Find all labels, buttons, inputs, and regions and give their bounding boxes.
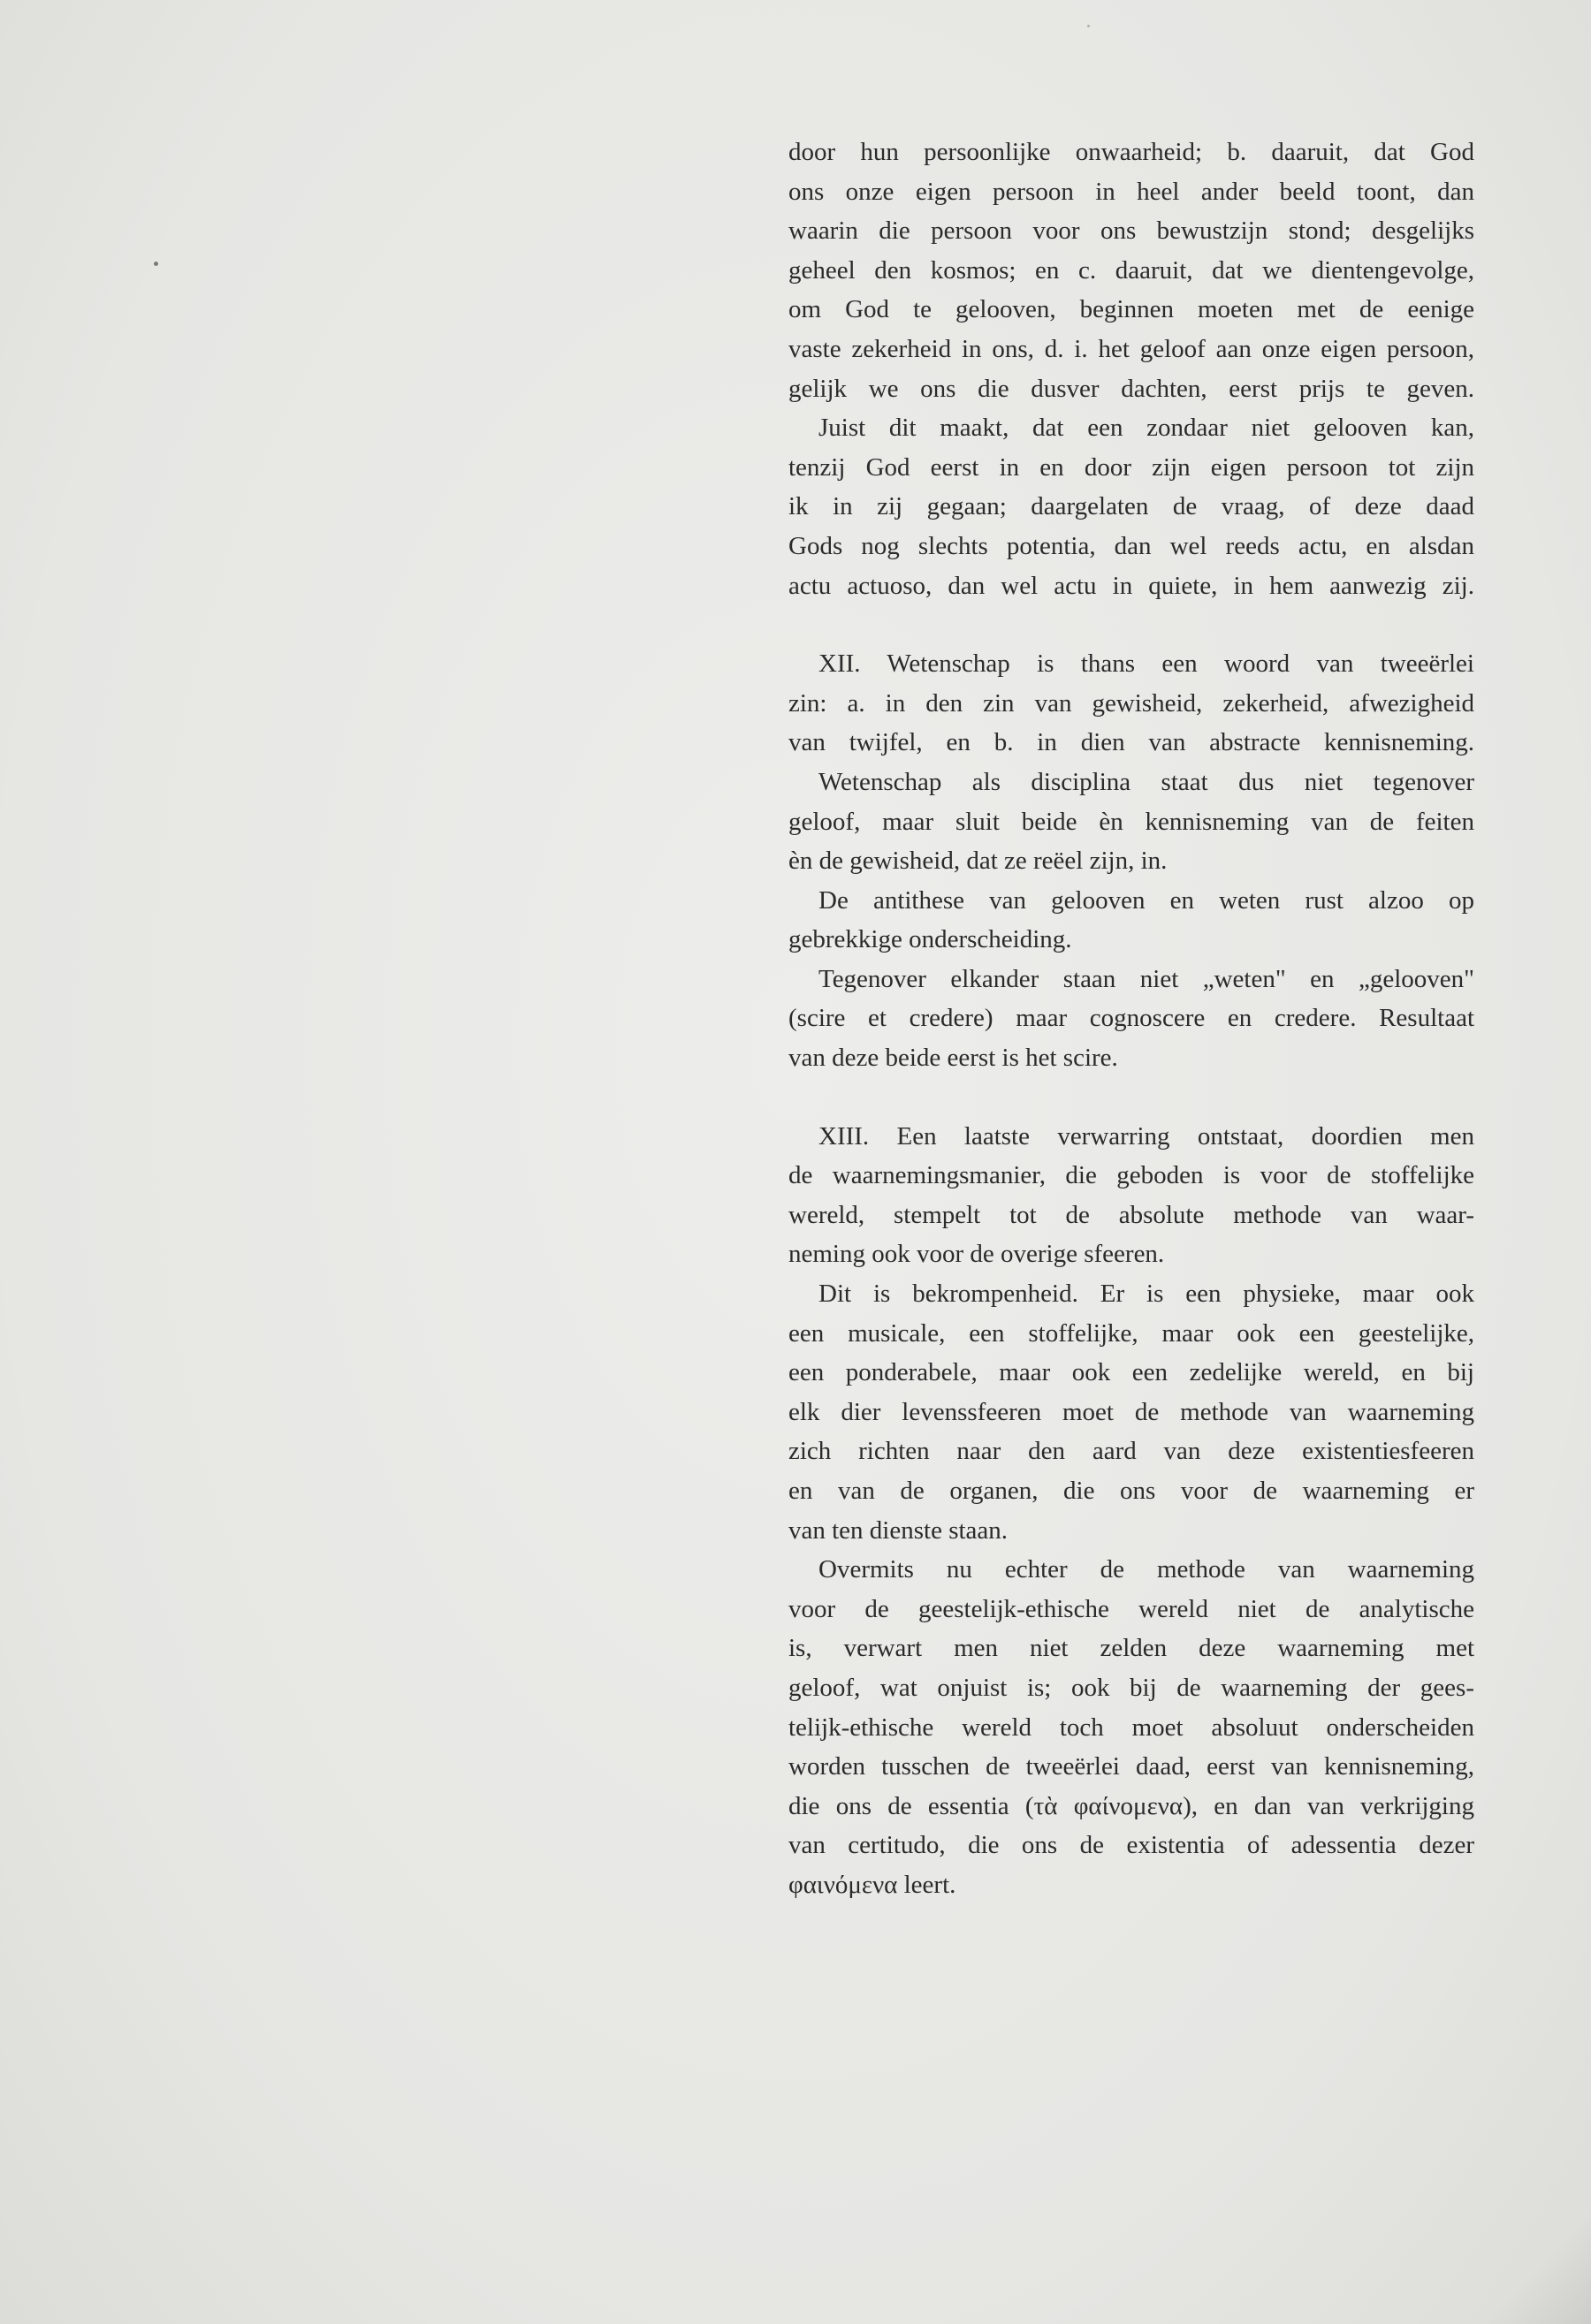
paragraph bbox=[788, 408, 1474, 605]
section-heading-line: XII. Wetenschap is thans een woord van tweeërlei bbox=[818, 649, 1474, 679]
text-line: Gods nog slechts potentia, dan wel reeds actu, en alsdan bbox=[788, 531, 1474, 560]
text-line: Tegenover elkander staan niet „weten" en „gelooven" bbox=[818, 964, 1474, 993]
text-line: van ten dienste staan. bbox=[788, 1515, 1009, 1545]
section-gap bbox=[788, 605, 1474, 644]
text-line: zin: a. in den zin van gewisheid, zekerheid, afwezigheid bbox=[788, 688, 1474, 718]
paragraph bbox=[788, 644, 1474, 763]
text-line: Dit is bekrompenheid. Er is een physieke, maar ook bbox=[818, 1280, 1474, 1309]
text-line: (scire et credere) maar cognoscere en credere. Resultaat bbox=[788, 1004, 1474, 1033]
text-line: zich richten naar den aard van deze existentiesfeeren bbox=[788, 1437, 1474, 1466]
text-line: neming ook voor de overige sfeeren. bbox=[788, 1240, 1165, 1269]
text-line: waarin die persoon voor ons bewustzijn stond; desgelijks bbox=[788, 216, 1474, 246]
paragraph bbox=[788, 960, 1474, 1078]
text-line: Juist dit maakt, dat een zondaar niet gelooven kan, bbox=[818, 414, 1474, 443]
body-text bbox=[788, 133, 1474, 1905]
text-line: een musicale, een stoffelijke, maar ook een geestelijke, bbox=[788, 1318, 1474, 1348]
section-heading-line: XIII. Een laatste verwarring ontstaat, doordien men bbox=[818, 1121, 1474, 1151]
paragraph bbox=[788, 881, 1474, 960]
paragraph bbox=[788, 133, 1474, 408]
text-line: en van de organen, die ons voor de waarneming er bbox=[788, 1477, 1474, 1505]
speck-mark bbox=[1087, 25, 1090, 27]
text-line: èn de gewisheid, dat ze reëel zijn, in. bbox=[788, 847, 1168, 876]
text-line: telijk-ethische wereld toch moet absoluut onderscheiden bbox=[788, 1713, 1474, 1742]
text-line: door hun persoonlijke onwaarheid; b. daaruit, dat God bbox=[788, 138, 1474, 166]
text-line: van deze beide eerst is het scire. bbox=[788, 1044, 1118, 1073]
text-line: is, verwart men niet zelden deze waarneming met bbox=[788, 1634, 1474, 1663]
text-line: vaste zekerheid in ons, d. i. het geloof aan onze eigen persoon, bbox=[788, 334, 1474, 363]
text-line: de waarnemingsmanier, die geboden is voor de stoffelijke bbox=[788, 1161, 1474, 1190]
text-line: van twijfel, en b. in dien van abstracte kennisneming. bbox=[788, 728, 1474, 757]
text-line: De antithese van gelooven en weten rust alzoo op bbox=[818, 885, 1474, 915]
text-line: om God te gelooven, beginnen moeten met de eenige bbox=[788, 295, 1474, 324]
text-line: gelijk we ons die dusver dachten, eerst prijs te geven. bbox=[788, 374, 1474, 403]
speck-mark bbox=[154, 262, 158, 266]
section-gap bbox=[788, 1078, 1474, 1117]
paragraph bbox=[788, 1117, 1474, 1274]
text-line: ons onze eigen persoon in heel ander beeld toont, dan bbox=[788, 177, 1474, 206]
text-line: φαινόμενα leert. bbox=[788, 1870, 956, 1899]
text-line: ik in zij gegaan; daargelaten de vraag, of deze daad bbox=[788, 492, 1474, 521]
text-line: gebrekkige onderscheiding. bbox=[788, 925, 1072, 954]
text-line: die ons de essentia (τὰ φαίνομενα), en dan van verkrijging bbox=[788, 1791, 1474, 1820]
text-line: geloof, wat onjuist is; ook bij de waarneming der gees- bbox=[788, 1673, 1474, 1702]
page-corner-shadow bbox=[1450, 2218, 1591, 2324]
text-line: elk dier levenssfeeren moet de methode van waarneming bbox=[788, 1397, 1474, 1426]
text-line: worden tusschen de tweeërlei daad, eerst van kennisneming, bbox=[788, 1752, 1474, 1781]
text-line: geloof, maar sluit beide èn kennisneming van de feiten bbox=[788, 807, 1474, 836]
text-line: geheel den kosmos; en c. daaruit, dat we dientengevolge, bbox=[788, 255, 1474, 285]
text-line: Wetenschap als disciplina staat dus niet tegenover bbox=[818, 767, 1474, 796]
text-line: van certitudo, die ons de existentia of adessentia dezer bbox=[788, 1831, 1474, 1860]
text-line: voor de geestelijk-ethische wereld niet de analytische bbox=[788, 1594, 1474, 1623]
paragraph bbox=[788, 1550, 1474, 1904]
text-line: wereld, stempelt tot de absolute methode van waar- bbox=[788, 1200, 1474, 1229]
text-line: actu actuoso, dan wel actu in quiete, in hem aanwezig zij. bbox=[788, 571, 1474, 600]
text-line: een ponderabele, maar ook een zedelijke wereld, en bij bbox=[788, 1358, 1474, 1387]
paragraph bbox=[788, 1274, 1474, 1550]
text-line: Overmits nu echter de methode van waarneming bbox=[818, 1555, 1474, 1584]
text-line: tenzij God eerst in en door zijn eigen persoon tot zijn bbox=[788, 452, 1474, 482]
paragraph bbox=[788, 763, 1474, 881]
